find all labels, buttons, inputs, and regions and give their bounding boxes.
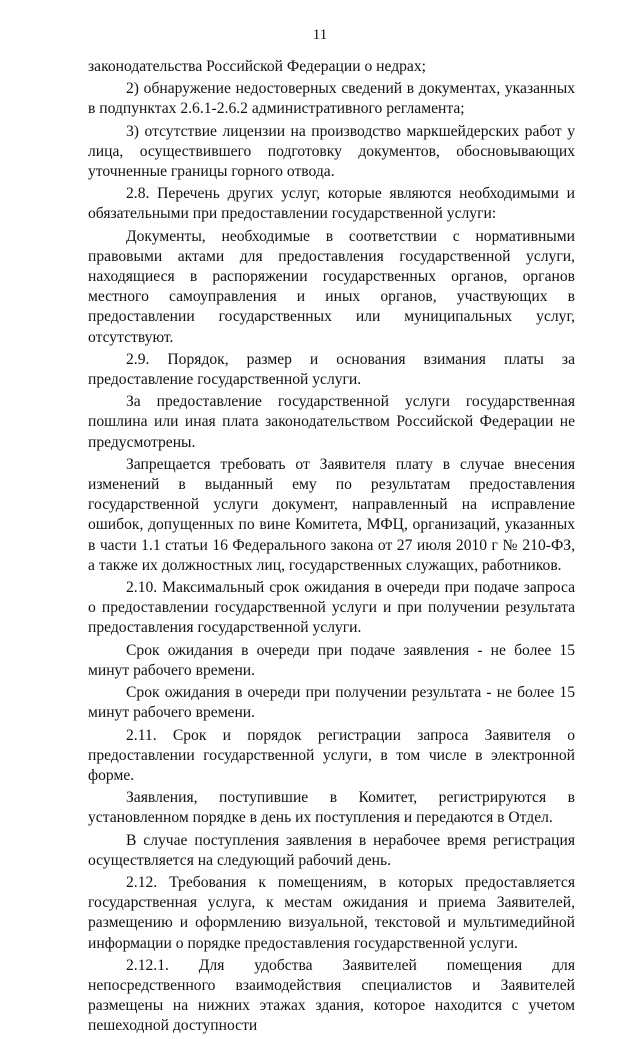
- paragraph: Документы, необходимые в соответствии с нормативными правовыми актами для предоставления государственной услуги, находящиеся в распоряжении государственных органов, органов местного самоуправления и иных органов, участвующих в предоставлении государственных или муниципальных услуг, отсутствуют.: [88, 227, 575, 346]
- paragraph: Срок ожидания в очереди при получении результата - не более 15 минут рабочего времени.: [88, 684, 575, 722]
- section-heading-2-12-1: 2.12.1. Для удобства Заявителей помещения для непосредственного взаимодействия специалистов и Заявителей размещены на нижних этажах здания, которое находится с учетом пешеходной доступности: [88, 956, 575, 1035]
- section-heading-2-9: 2.9. Порядок, размер и основания взимания платы за предоставление государственной услуги.: [88, 350, 575, 389]
- document-body: [88, 57, 575, 1039]
- paragraph: В случае поступления заявления в нерабочее время регистрация осуществляется на следующий рабочий день.: [88, 831, 575, 869]
- paragraph: 3) отсутствие лицензии на производство маркшейдерских работ у лица, осуществившего подготовку документов, обосновывающих уточненные границы горного отвода.: [88, 122, 575, 181]
- paragraph: Срок ожидания в очереди при подаче заявления - не более 15 минут рабочего времени.: [88, 641, 575, 679]
- section-heading-2-11: 2.11. Срок и порядок регистрации запроса Заявителя о предоставлении государственной услуги, в том числе в электронной форме.: [88, 726, 575, 784]
- page-number: 11: [312, 27, 328, 43]
- paragraph: За предоставление государственной услуги государственная пошлина или иная плата законодательством Российской Федерации не предусмотрены.: [88, 393, 575, 451]
- paragraph: Заявления, поступившие в Комитет, регистрируются в установленном порядке в день их поступления и передаются в Отдел.: [88, 789, 575, 827]
- paragraph: 2) обнаружение недостоверных сведений в документах, указанных в подпунктах 2.6.1-2.6.2 административного регламента;: [88, 80, 575, 118]
- section-heading-2-10: 2.10. Максимальный срок ожидания в очереди при подаче запроса о предоставлении государственной услуги и при получении результата предоставления государственной услуги.: [88, 579, 575, 637]
- section-heading-2-8: 2.8. Перечень других услуг, которые являются необходимыми и обязательными при предоставлении государственной услуги:: [88, 185, 575, 223]
- section-heading-2-12: 2.12. Требования к помещениям, в которых предоставляется государственная услуга, к местам ожидания и приема Заявителей, размещению и оформлению визуальной, текстовой и мультимедийной информации о порядке предоставления государственной услуги.: [88, 873, 575, 952]
- paragraph: Запрещается требовать от Заявителя плату в случае внесения изменений в выданный ему по результатам предоставления государственной услуги документ, направленный на исправление ошибок, допущенных по вине Комитета, МФЦ, организаций, указанных в части 1.1 статьи 16 Федерального закона от 27 июля 2010 г № 210-ФЗ, а также их должностных лиц, государственных служащих, работников.: [88, 455, 575, 574]
- paragraph: законодательства Российской Федерации о недрах;: [88, 58, 426, 75]
